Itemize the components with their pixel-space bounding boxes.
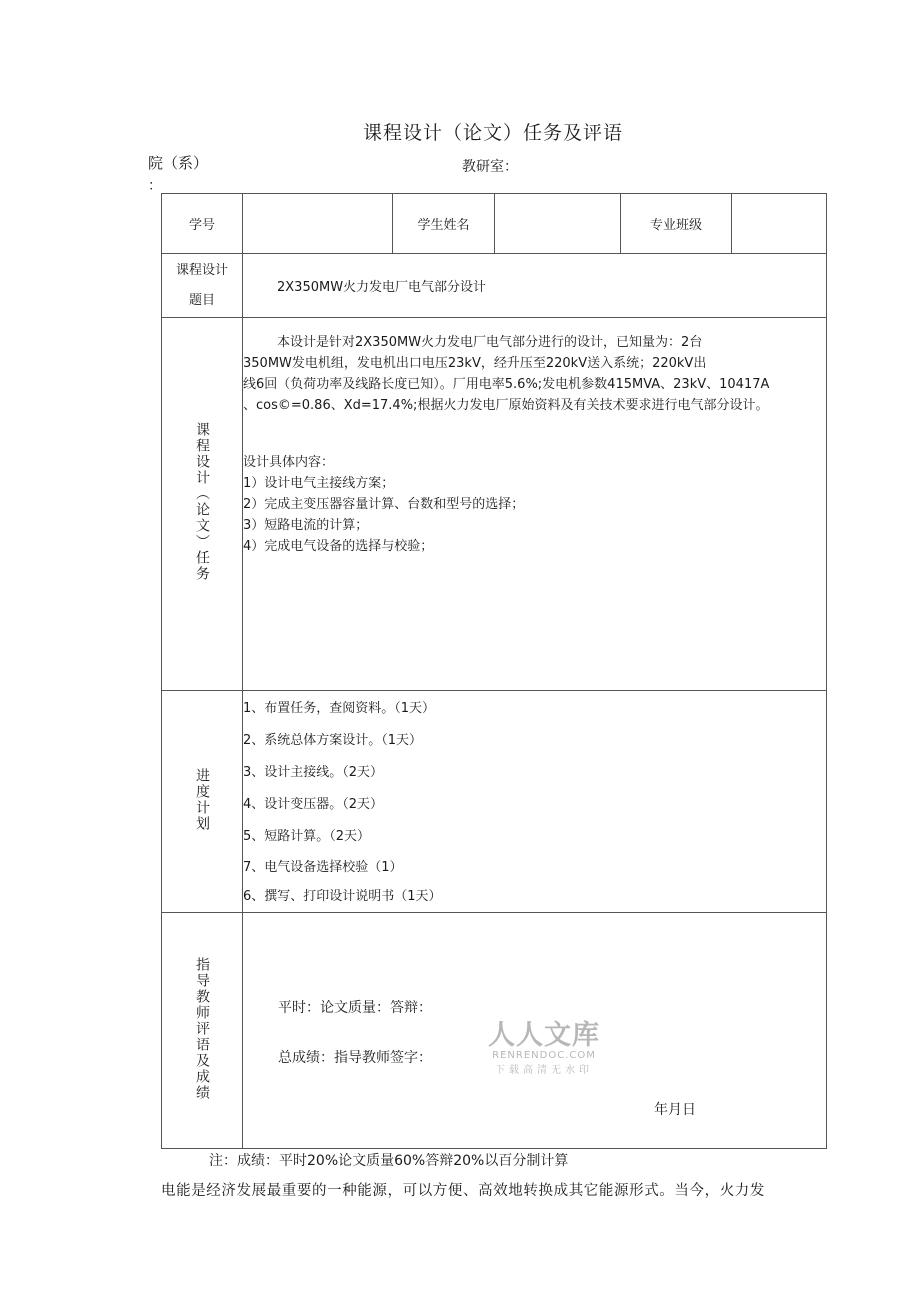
- watermark-logo: [488, 1013, 600, 1076]
- task-intro-line: 线6回（负荷功率及线路长度已知）。厂用电率5.6%;发电机参数415MVA、23kV、10417A: [243, 377, 770, 392]
- watermark-url: RENRENDOC.COM: [492, 1050, 596, 1061]
- schedule-item: 1、布置任务，查阅资料。（1天）: [243, 701, 436, 716]
- body-paragraph: 电能是经济发展最重要的一种能源，可以方便、高效地转换成其它能源形式。当今，火力发: [161, 1183, 765, 1199]
- watermark-slogan: 下载高清无水印: [495, 1065, 593, 1076]
- schedule-item: 5、短路计算。（2天）: [243, 829, 371, 844]
- task-table: [161, 193, 827, 1149]
- class-value[interactable]: [732, 194, 827, 254]
- department-label: 院（系）: [148, 154, 209, 172]
- topic-label: [162, 254, 243, 318]
- class-label: 专业班级: [621, 194, 732, 254]
- evaluation-label: 指导教师评语及成绩: [194, 956, 210, 1101]
- student-name-label: 学生姓名: [393, 194, 495, 254]
- student-id-label: 学号: [162, 194, 243, 254]
- task-content-title: 设计具体内容：: [243, 455, 335, 470]
- evaluation-total: 总成绩：指导教师签字：: [278, 1050, 432, 1066]
- schedule-label: 进度计划: [194, 767, 210, 832]
- schedule-label-cell: [162, 691, 243, 913]
- evaluation-label-cell: [162, 913, 243, 1149]
- schedule-item: 7、电气设备选择校验（1）: [243, 860, 403, 875]
- task-item: 1）设计电气主接线方案；: [243, 476, 395, 491]
- student-id-value[interactable]: [243, 194, 393, 254]
- topic-label-line1: 课程设计: [175, 262, 228, 278]
- task-item: 4）完成电气设备的选择与校验；: [243, 539, 434, 554]
- page-title: 课程设计（论文）任务及评语: [362, 122, 623, 144]
- evaluation-scores: 平时：论文质量：答辩：: [278, 1000, 432, 1016]
- task-intro-line: 、cos©=0.86、Xd=17.4%;根据火力发电厂原始资料及有关技术要求进行电气部分设计。: [243, 398, 769, 413]
- schedule-item: 2、系统总体方案设计。（1天）: [243, 733, 423, 748]
- grading-note: 注：成绩：平时20%论文质量60%答辩20%以百分制计算: [209, 1153, 569, 1169]
- schedule-item: 3、设计主接线。（2天）: [243, 765, 384, 780]
- task-item: 3）短路电流的计算；: [243, 518, 369, 533]
- watermark-name: 人人文库: [488, 1020, 600, 1051]
- task-label: 课程设计（论文）任务: [194, 422, 210, 582]
- evaluation-date: 年月日: [654, 1102, 696, 1118]
- schedule-item: 6、撰写、打印设计说明书（1天）: [243, 889, 442, 904]
- evaluation-content: [243, 913, 827, 1149]
- office-label: 教研室：: [462, 159, 518, 175]
- task-label-cell: [162, 318, 243, 691]
- department-colon: ：: [148, 178, 162, 194]
- student-name-value[interactable]: [495, 194, 621, 254]
- task-intro-line: 本设计是针对2X350MW火力发电厂电气部分进行的设计，已知量为：2台: [277, 335, 703, 350]
- schedule-content: [243, 691, 827, 913]
- task-item: 2）完成主变压器容量计算、台数和型号的选择；: [243, 497, 525, 512]
- topic-value: 2X350MW火力发电厂电气部分设计: [243, 254, 827, 318]
- schedule-item: 4、设计变压器。（2天）: [243, 797, 384, 812]
- task-content: [243, 318, 827, 691]
- topic-label-line2: 题目: [188, 292, 215, 308]
- task-intro-line: 350MW发电机组，发电机出口电压23kV，经升压至220kV送入系统；220kV出: [243, 356, 707, 371]
